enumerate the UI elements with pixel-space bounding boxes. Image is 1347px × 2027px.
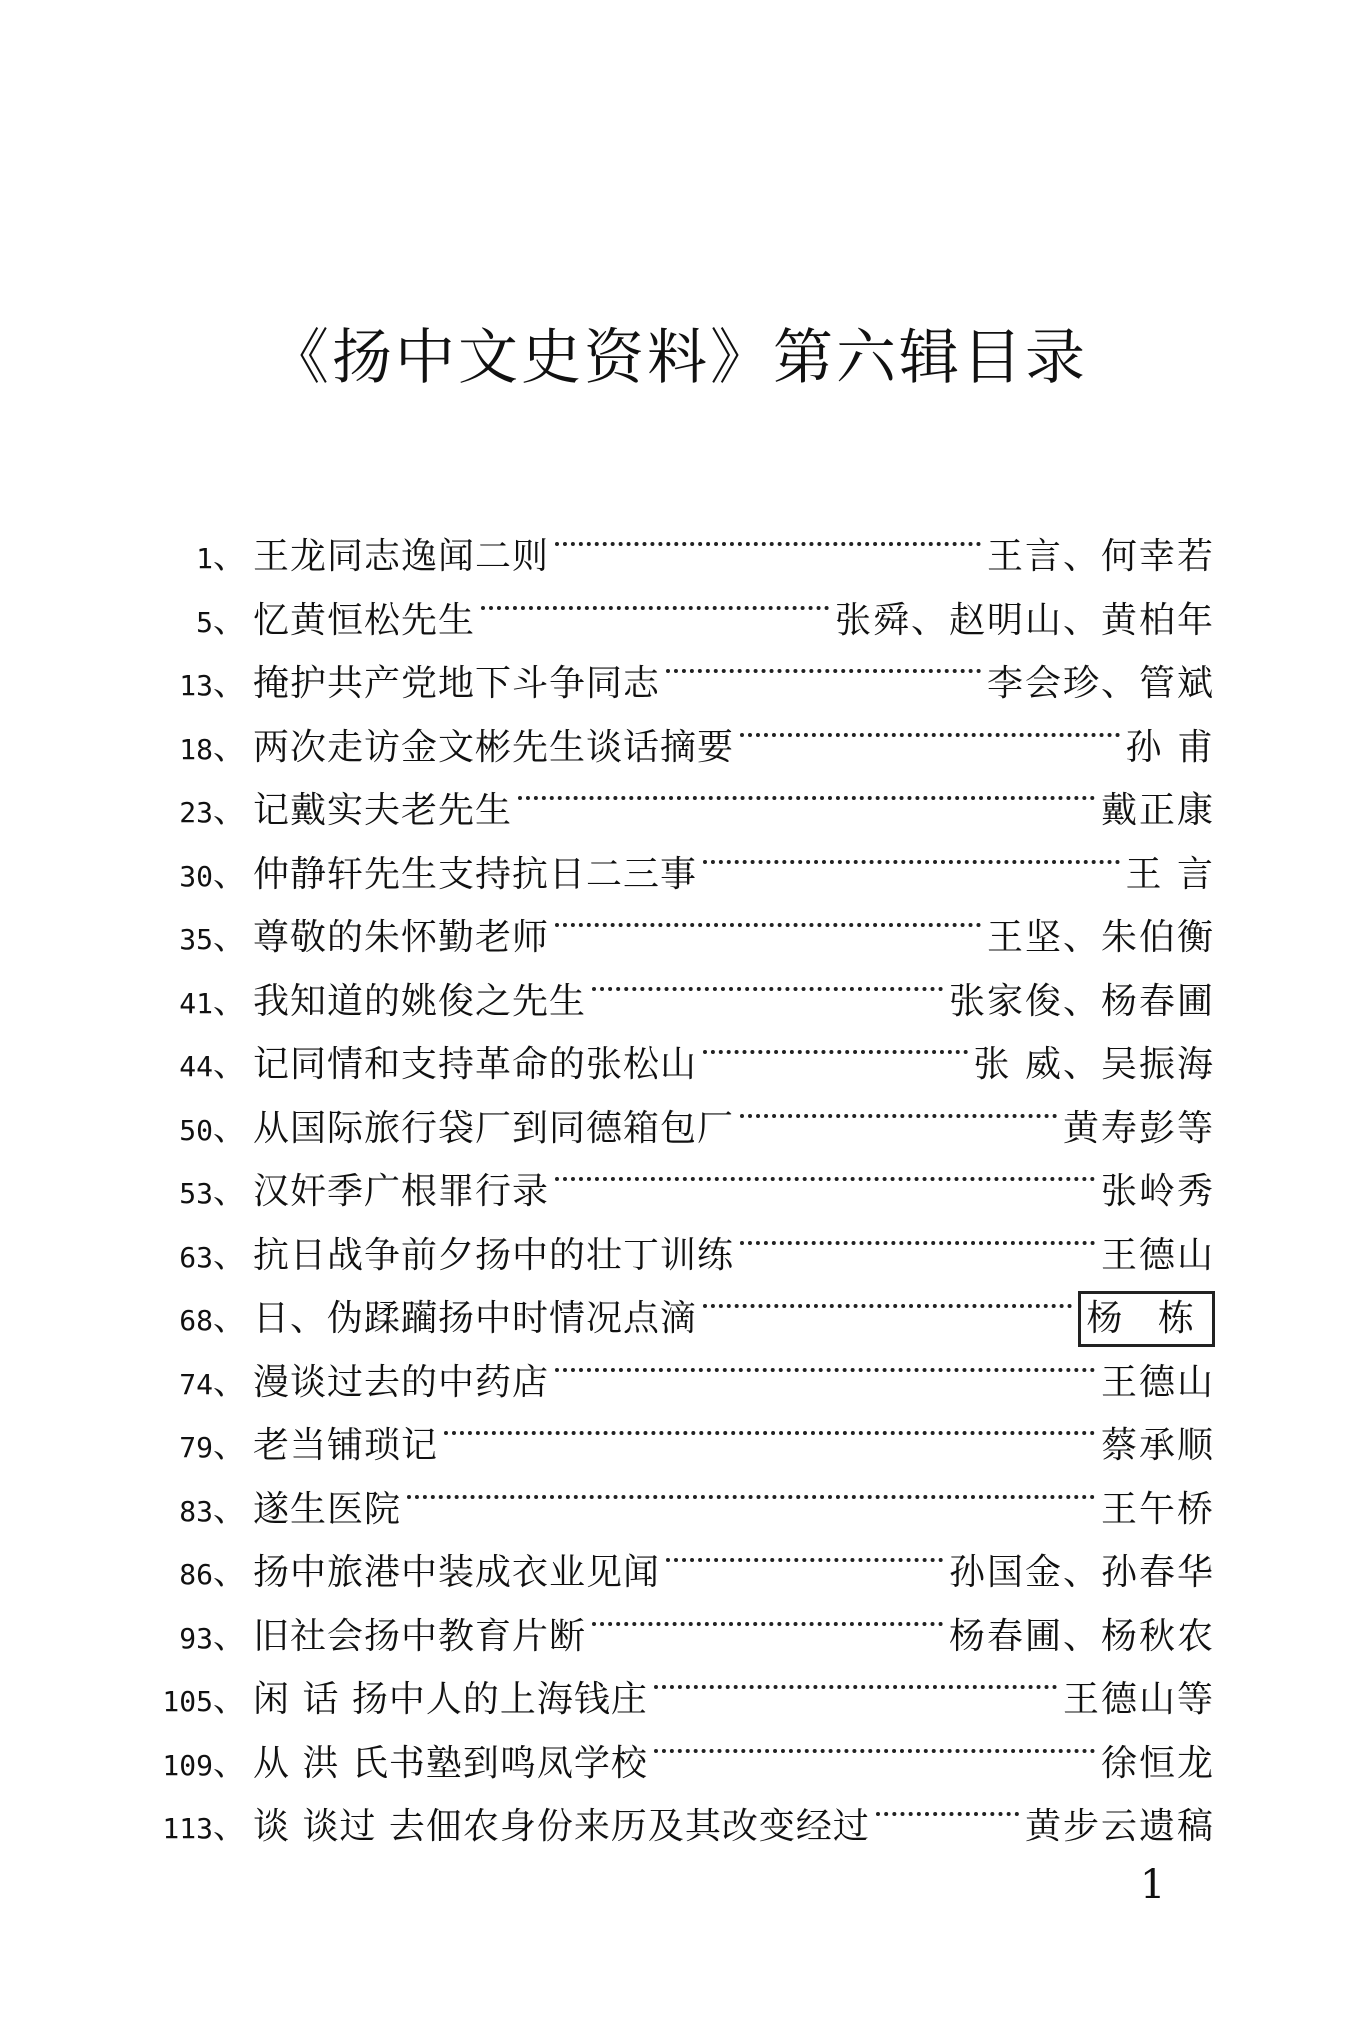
toc-entry-title: 日、伪蹂躏扬中时情况点滴 bbox=[253, 1298, 698, 1339]
toc-entry-author: 蔡承顺 bbox=[1100, 1425, 1215, 1466]
page-title: 《扬中文史资料》第六辑目录 bbox=[269, 323, 1088, 393]
toc-entry-author: 孙国金、孙春华 bbox=[948, 1552, 1215, 1593]
dot-leader bbox=[481, 569, 829, 632]
toc-separator: 、 bbox=[213, 1299, 247, 1339]
toc-entry-title: 闲 话 扬中人的上海钱庄 bbox=[253, 1679, 648, 1720]
page-number: 1 bbox=[1140, 1862, 1166, 1908]
dot-leader bbox=[592, 950, 943, 1013]
toc-entry-author: 黄寿彭等 bbox=[1062, 1107, 1215, 1149]
toc-page-number: 30 bbox=[179, 859, 213, 893]
dot-leader bbox=[666, 632, 981, 695]
toc-page-number: 1 bbox=[196, 542, 213, 575]
toc-entry-author: 李会珍、管斌 bbox=[986, 663, 1215, 704]
toc-entry-title: 扬中旅港中装成衣业见闻 bbox=[253, 1552, 661, 1593]
toc-entry bbox=[135, 505, 1215, 577]
dot-leader bbox=[703, 823, 1120, 886]
toc-entry-author: 杨春圃、杨秋农 bbox=[948, 1615, 1215, 1657]
toc-page-number: 105 bbox=[162, 1685, 213, 1718]
toc-page-number: 44 bbox=[179, 1050, 213, 1083]
toc-separator: 、 bbox=[213, 1743, 247, 1784]
toc-page-number: 83 bbox=[179, 1494, 213, 1528]
dot-leader bbox=[703, 1267, 1072, 1330]
toc-separator: 、 bbox=[213, 727, 247, 768]
toc-entry-author: 张 威、吴振海 bbox=[973, 1044, 1215, 1085]
toc-entry-author: 王午桥 bbox=[1100, 1488, 1215, 1530]
toc-page-number: 23 bbox=[179, 796, 213, 829]
toc-entry-author: 张舜、赵明山、黄柏年 bbox=[834, 599, 1215, 641]
toc-entry-author: 杨 栋 bbox=[1078, 1291, 1215, 1347]
toc-entry-author: 王德山等 bbox=[1062, 1679, 1215, 1720]
toc-page-number: 18 bbox=[179, 732, 213, 766]
toc-entry-title: 仲静轩先生支持抗日二三事 bbox=[253, 853, 698, 895]
toc-entry-author: 王言、何幸若 bbox=[986, 536, 1215, 577]
toc-page-number: 109 bbox=[162, 1748, 213, 1782]
toc-page-number: 79 bbox=[179, 1431, 213, 1464]
toc-separator: 、 bbox=[213, 1172, 247, 1212]
dot-leader bbox=[740, 1204, 1095, 1267]
toc-page-number: 5 bbox=[196, 605, 213, 639]
toc-entry-author: 王 言 bbox=[1125, 853, 1215, 895]
toc-entry-title: 从 洪 氏书塾到鸣凤学校 bbox=[253, 1742, 648, 1784]
dot-leader bbox=[654, 1712, 1095, 1775]
toc-entry-author: 王德山 bbox=[1100, 1234, 1215, 1276]
toc-entry-author: 戴正康 bbox=[1100, 790, 1215, 831]
toc-entry-author: 张家俊、杨春圃 bbox=[948, 980, 1215, 1022]
toc-separator: 、 bbox=[213, 1045, 247, 1085]
toc-page-number: 93 bbox=[179, 1621, 213, 1655]
toc-entry-title: 老当铺琐记 bbox=[253, 1425, 439, 1466]
toc-separator: 、 bbox=[213, 600, 247, 641]
toc-page-number: 13 bbox=[179, 669, 213, 702]
toc-page-number: 74 bbox=[179, 1367, 213, 1401]
dot-leader bbox=[703, 1013, 968, 1076]
toc-separator: 、 bbox=[213, 537, 247, 577]
toc-page-number: 113 bbox=[162, 1812, 213, 1845]
toc-entry-title: 两次走访金文彬先生谈话摘要 bbox=[253, 726, 735, 768]
dot-leader bbox=[876, 1775, 1019, 1838]
dot-leader bbox=[740, 1077, 1057, 1140]
toc-entry-title: 旧社会扬中教育片断 bbox=[253, 1615, 587, 1657]
dot-leader bbox=[654, 1648, 1057, 1711]
toc-entry-author: 黄步云遗稿 bbox=[1024, 1806, 1215, 1847]
dot-leader bbox=[444, 1394, 1095, 1457]
toc-separator: 、 bbox=[213, 1680, 247, 1720]
toc-entry-author: 王坚、朱伯衡 bbox=[986, 917, 1215, 958]
toc-separator: 、 bbox=[213, 1426, 247, 1466]
toc-separator: 、 bbox=[213, 1807, 247, 1847]
toc-entry-title: 记同情和支持革命的张松山 bbox=[253, 1044, 698, 1085]
toc-page-number: 50 bbox=[179, 1113, 213, 1147]
toc-separator: 、 bbox=[213, 1235, 247, 1276]
toc-separator: 、 bbox=[213, 1489, 247, 1530]
dot-leader bbox=[407, 1458, 1095, 1521]
toc-separator: 、 bbox=[213, 854, 247, 895]
dot-leader bbox=[740, 696, 1120, 759]
toc-entry-title: 汉奸季广根罪行录 bbox=[253, 1171, 550, 1212]
toc-entry-title: 王龙同志逸闻二则 bbox=[253, 536, 550, 577]
toc-entry-author: 徐恒龙 bbox=[1100, 1742, 1215, 1784]
toc-entry-author: 张岭秀 bbox=[1100, 1171, 1215, 1212]
toc-separator: 、 bbox=[213, 1616, 247, 1657]
toc-entry-title: 记戴实夫老先生 bbox=[253, 790, 513, 831]
toc-entry-title: 谈 谈过 去佃农身份来历及其改变经过 bbox=[253, 1806, 870, 1847]
toc-page-number: 63 bbox=[179, 1240, 213, 1274]
toc-entry-title: 掩护共产党地下斗争同志 bbox=[253, 663, 661, 704]
dot-leader bbox=[555, 1331, 1095, 1394]
table-of-contents bbox=[135, 505, 1215, 1847]
toc-separator: 、 bbox=[213, 1362, 247, 1403]
toc-entry-author: 孙 甫 bbox=[1125, 726, 1215, 768]
toc-page-number: 41 bbox=[179, 986, 213, 1020]
dot-leader bbox=[555, 505, 981, 568]
toc-separator: 、 bbox=[213, 664, 247, 704]
toc-entry-title: 从国际旅行袋厂到同德箱包厂 bbox=[253, 1107, 735, 1149]
toc-separator: 、 bbox=[213, 1553, 247, 1593]
toc-entry-title: 我知道的姚俊之先生 bbox=[253, 980, 587, 1022]
dot-leader bbox=[555, 1140, 1095, 1203]
toc-entry-title: 尊敬的朱怀勤老师 bbox=[253, 917, 550, 958]
toc-page-number: 86 bbox=[179, 1558, 213, 1591]
dot-leader bbox=[666, 1521, 943, 1584]
toc-entry-title: 漫谈过去的中药店 bbox=[253, 1361, 550, 1403]
toc-entry-title: 忆黄恒松先生 bbox=[253, 599, 476, 641]
toc-page-number: 53 bbox=[179, 1177, 213, 1210]
dot-leader bbox=[592, 1585, 943, 1648]
toc-entry-author: 王德山 bbox=[1100, 1361, 1215, 1403]
dot-leader bbox=[518, 759, 1095, 822]
toc-page-number: 35 bbox=[179, 923, 213, 956]
toc-separator: 、 bbox=[213, 1108, 247, 1149]
toc-entry-title: 遂生医院 bbox=[253, 1488, 402, 1530]
dot-leader bbox=[555, 886, 981, 949]
toc-page-number: 68 bbox=[179, 1304, 213, 1337]
toc-separator: 、 bbox=[213, 918, 247, 958]
toc-separator: 、 bbox=[213, 981, 247, 1022]
toc-entry-title: 抗日战争前夕扬中的壮丁训练 bbox=[253, 1234, 735, 1276]
toc-separator: 、 bbox=[213, 791, 247, 831]
